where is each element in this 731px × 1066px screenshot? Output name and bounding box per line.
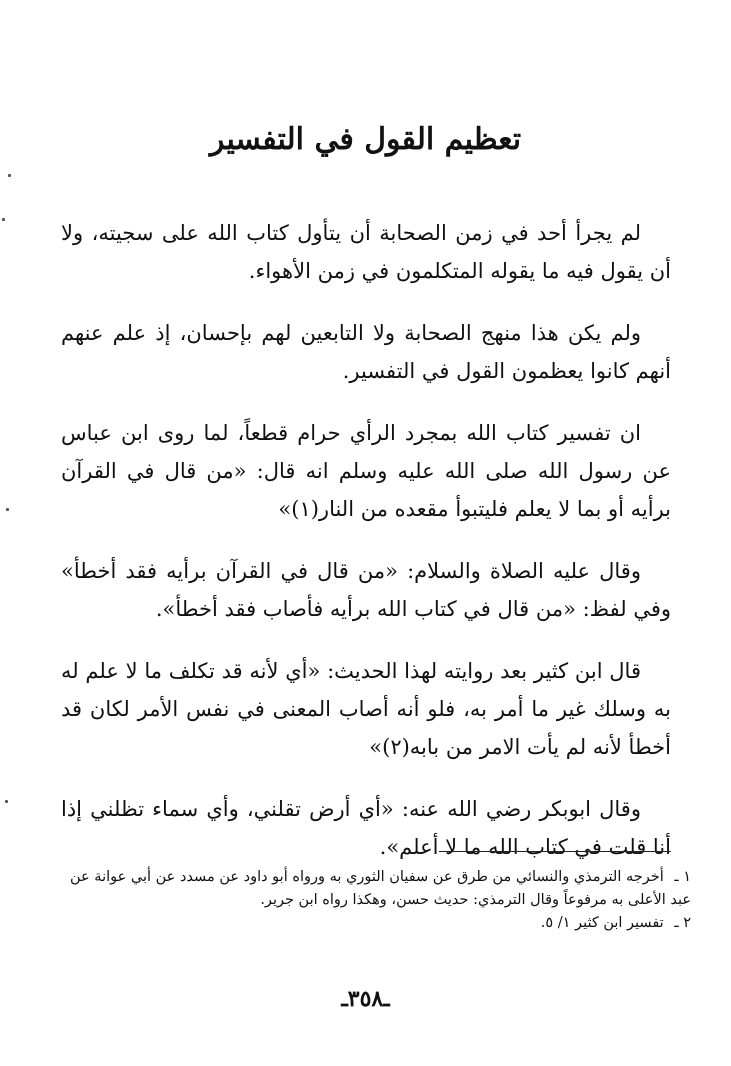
paragraph-4: وقال عليه الصلاة والسلام: «من قال في القرآن برأيه فقد أخطأ» وفي لفظ: «من قال في كتاب الله برأيه فأصاب فقد أخطأ». [61, 559, 671, 621]
paragraph-2: ولم يكن هذا منهج الصحابة ولا التابعين لهم بإحسان، إذ علم عنهم أنهم كانوا يعظمون القول في التفسير. [61, 321, 671, 383]
footnote-number: ١ ـ [674, 869, 691, 885]
body-text [61, 214, 671, 890]
scan-speck [8, 174, 11, 177]
scan-speck [6, 508, 9, 511]
footnote-1 [51, 866, 691, 912]
footnote-2 [51, 912, 691, 935]
footnote-text: تفسير ابن كثير ١/ ٥. [540, 915, 664, 931]
footnote-text: أخرجه الترمذي والنسائي من طرق عن سفيان الثوري به ورواه أبو داود عن مسدد عن أبي عوانة عن عبد الأعلى به مرفوعاً وقال الترمذي: حديث حسن، وهكذا رواه ابن جرير. [70, 869, 691, 908]
footnote-divider [439, 851, 671, 852]
paragraph-3: ان تفسير كتاب الله بمجرد الرأي حرام قطعاً، لما روى ابن عباس عن رسول الله صلى الله عليه وسلم انه قال: «من قال في القرآن برأيه أو بما لا يعلم فليتبوأ مقعده من النار(١)» [61, 421, 671, 521]
footnotes [51, 866, 691, 935]
paragraph-6: وقال ابوبكر رضي الله عنه: «أي أرض تقلني، وأي سماء تظلني إذا أنا قلت في كتاب الله ما لا أعلم». [61, 797, 671, 859]
scan-speck [5, 800, 8, 803]
page-number: ـ٣٥٨ـ [341, 986, 390, 1012]
footnote-number: ٢ ـ [674, 915, 691, 931]
scan-speck [2, 218, 5, 221]
paragraph-1: لم يجرأ أحد في زمن الصحابة أن يتأول كتاب الله على سجيته، ولا أن يقول فيه ما يقوله المتكلمون في زمن الأهواء. [61, 221, 671, 283]
page-title: تعظيم القول في التفسير [209, 122, 522, 157]
paragraph-5: قال ابن كثير بعد روايته لهذا الحديث: «أي لأنه قد تكلف ما لا علم له به وسلك غير ما أمر به، فلو أنه أصاب المعنى في نفس الأمر لكان قد أخطأ لأنه لم يأت الامر من بابه(٢)» [61, 659, 671, 759]
